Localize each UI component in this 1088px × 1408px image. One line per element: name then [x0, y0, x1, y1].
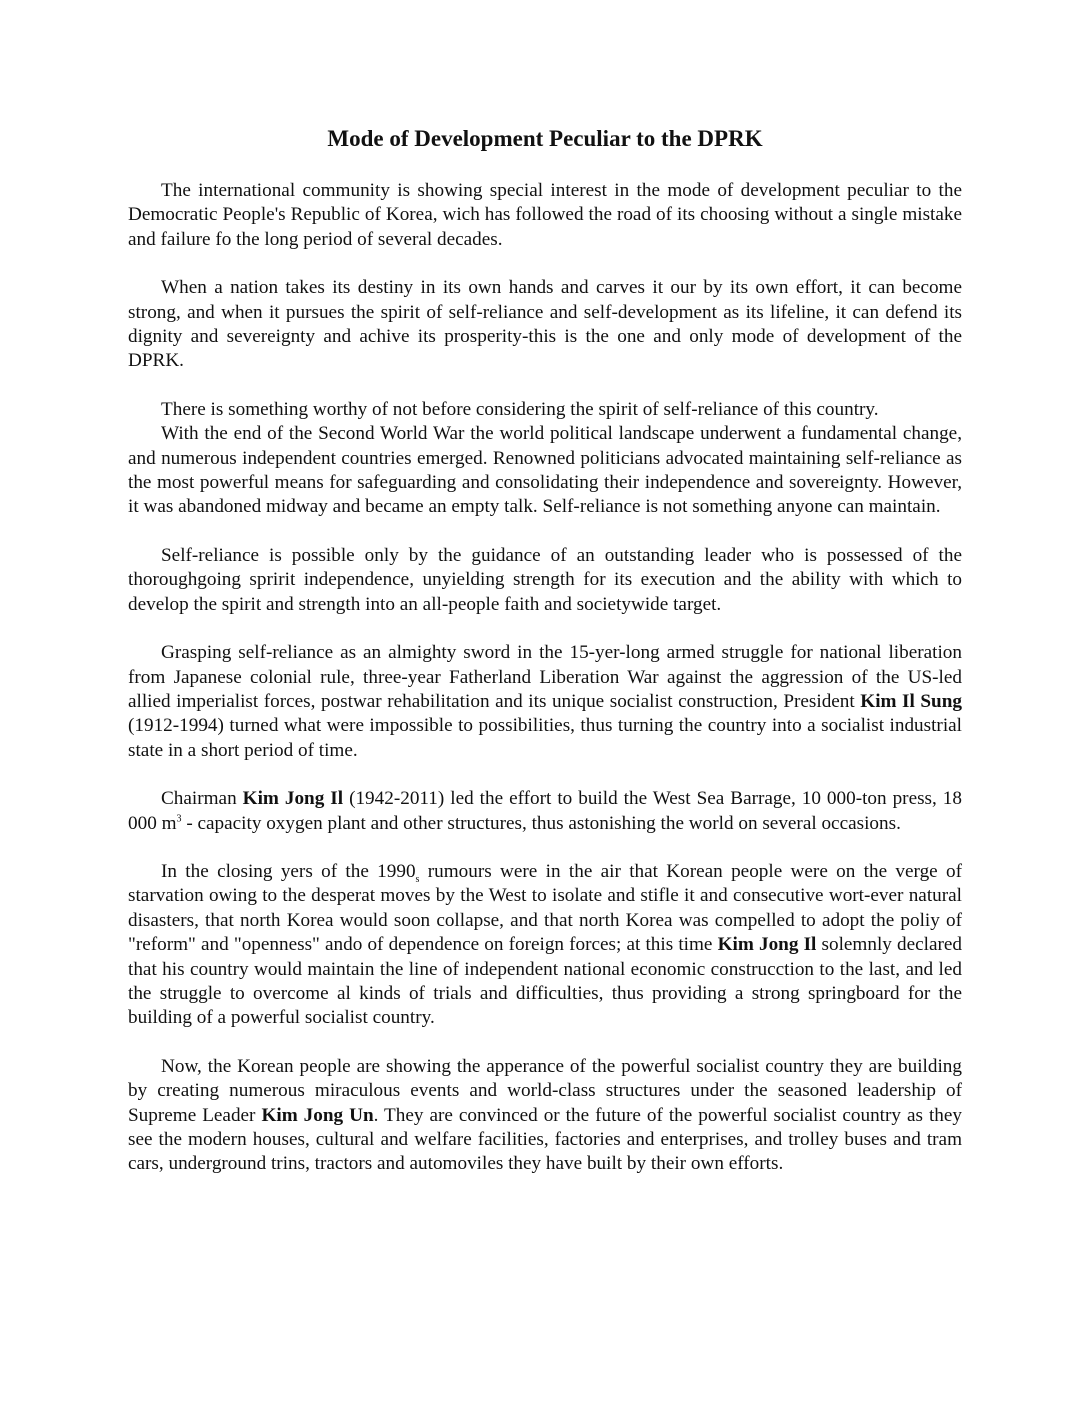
text-run: (1942-2011) led the effort to build the West Sea Barrage, 10 000-ton press, 18 000 m [128, 788, 962, 834]
name-kim-jong-un: Kim Jong Un [261, 1104, 374, 1126]
text-run: Chairman [161, 788, 243, 810]
paragraph-9 [128, 1055, 962, 1177]
text-run: rumours were in the air that Korean people were on the verge of starvation owing to the desperat moves by the West to isolate and stifle it and consecutive wort-ever natural disasters, that north Korea would soon collapse, and that north Korea was compelled to adopt the poliy of "reform" and "openness" ando of dependence on foreign forces; at this time [128, 860, 962, 956]
name-kim-il-sung: Kim Il Sung [860, 690, 962, 712]
paragraph-6 [128, 641, 962, 763]
document-page [128, 125, 962, 1201]
document-title: Mode of Development Peculiar to the DPRK [327, 126, 763, 151]
text-run: . They are convinced or the future of the powerful socialist country as they see the modern houses, cultural and welfare facilities, factories and enterprises, and trolley buses and tram cars, underground trins, tractors and automoviles they have built by their own efforts. [128, 1104, 962, 1175]
name-kim-jong-il: Kim Jong Il [242, 788, 344, 810]
text-run: - capacity oxygen plant and other structures, thus astonishing the world on several occasions. [181, 812, 901, 834]
subscript: s [415, 873, 420, 885]
superscript: 3 [176, 813, 182, 825]
paragraph-7 [128, 787, 962, 836]
paragraph-8 [128, 860, 962, 1031]
paragraph-4: With the end of the Second World War the world political landscape underwent a fundamental change, and numerous independent countries emerged. Renowned politicians advocated maintaining self-reliance as the most powerful means for safeguarding and consolidating their independence and sovereignty. However, it was abandoned midway and became an empty talk. Self-reliance is not something anyone can maintain. [128, 423, 962, 518]
paragraph-1: The international community is showing special interest in the mode of development peculiar to the Democratic People's Republic of Korea, wich has followed the road of its choosing without a single mistake and failure fo the long period of several decades. [128, 180, 962, 250]
paragraph-3: There is something worthy of not before considering the spirit of self-reliance of this country. [161, 398, 879, 420]
paragraph-2: When a nation takes its destiny in its own hands and carves it our by its own effort, it can become strong, and when it pursues the spirit of self-reliance and self-development as its lifeline, it can defend its dignity and severeignty and achive its prosperity-this is the one and only mode of development of the DPRK. [128, 277, 962, 372]
text-run: Now, the Korean people are showing the apperance of the powerful socialist country they are building by creating numerous miraculous events and world-class structures under the seasoned leadership of Supreme Leader [128, 1055, 962, 1126]
text-run: solemnly declared that his country would maintain the line of independent national economic construcction to the last, and led the struggle to overcome al kinds of trials and difficulties, thus providing a strong springboard for the building of a powerful socialist country. [128, 934, 962, 1029]
text-run: In the closing yers of the 1990 [161, 860, 416, 882]
paragraph-5: Self-reliance is possible only by the guidance of an outstanding leader who is possessed of the thoroughgoing spririt independence, unyielding strength for its execution and the ability with which to develop the spirit and strength into an all-people faith and societywide target. [128, 544, 962, 615]
text-run: (1912-1994) turned what were impossible to possibilities, thus turning the country into a socialist industrial state in a short period of time. [128, 715, 962, 761]
text-run: Grasping self-reliance as an almighty sword in the 15-yer-long armed struggle for national liberation from Japanese colonial rule, three-year Fatherland Liberation War against the aggression of the US-led allied imperialist forces, postwar rehabilitation and its unique socialist construction, President [128, 642, 962, 712]
name-kim-jong-il: Kim Jong Il [717, 934, 817, 956]
